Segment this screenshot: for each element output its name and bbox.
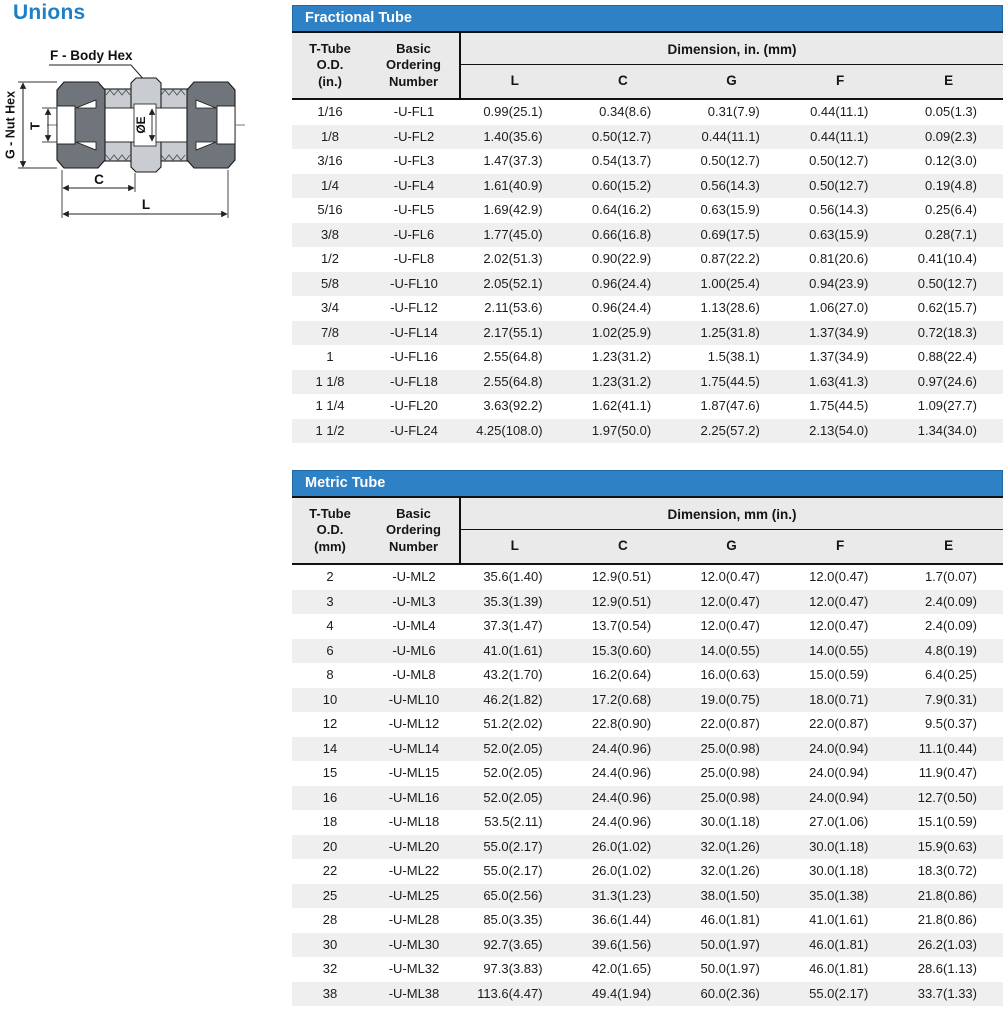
table-row [292, 639, 1003, 664]
dimension-cell: 2.02(51.3) [483, 251, 543, 266]
tube-od-cell: 3/8 [320, 226, 340, 242]
tube-od-cell: 12 [322, 716, 338, 731]
dimension-cell: 0.50(12.7) [917, 275, 977, 291]
ordering-number-cell: -U-FL8 [393, 251, 435, 266]
dimension-cell: 33.7(1.33) [917, 985, 977, 1001]
table-row [292, 99, 1003, 125]
dim-col-header-l: L [460, 530, 569, 565]
table-row [292, 321, 1003, 346]
dimension-cell: 0.99(25.1) [483, 104, 543, 119]
table-row [292, 198, 1003, 223]
table-row [292, 296, 1003, 321]
dimension-cell: 21.8(0.86) [917, 912, 977, 927]
dim-col-header-f: F [786, 530, 895, 565]
table-row [292, 590, 1003, 615]
dimension-cell: 22.8(0.90) [591, 716, 652, 731]
dimension-cell: 0.97(24.6) [917, 373, 977, 389]
tube-od-cell: 14 [322, 740, 338, 756]
dimension-cell: 0.60(15.2) [591, 177, 652, 193]
table-title-bar [292, 470, 1003, 496]
ordering-number-cell: -U-ML38 [388, 985, 440, 1001]
tube-od-cell: 1 1/4 [315, 398, 345, 413]
table-title: Metric Tube [305, 475, 386, 491]
dimension-cell: 0.63(15.9) [700, 202, 760, 217]
dimension-cell: 14.0(0.55) [700, 642, 760, 658]
dimension-cell: 50.0(1.97) [700, 961, 760, 976]
dimension-cell: 92.7(3.65) [483, 936, 543, 952]
dimension-cell: 31.3(1.23) [591, 887, 652, 903]
dimension-cell: 37.3(1.47) [483, 618, 543, 633]
dimension-cell: 42.0(1.65) [591, 961, 652, 976]
table-row [292, 247, 1003, 272]
dimension-cell: 0.64(16.2) [591, 202, 652, 217]
tube-od-cell: 1 [326, 349, 334, 364]
union-fitting-diagram [3, 42, 271, 242]
dimension-cell: 35.3(1.39) [483, 593, 543, 609]
dimension-cell: 24.0(0.94) [809, 789, 869, 805]
dimension-cell: 0.50(12.7) [809, 177, 869, 193]
dimension-cell: 32.0(1.26) [700, 838, 760, 854]
dimension-cell: 24.0(0.94) [809, 740, 869, 756]
dimension-cell: 0.25(6.4) [924, 202, 977, 217]
dimension-cell: 12.0(0.47) [700, 593, 760, 609]
tube-od-cell: 5/16 [317, 202, 343, 217]
table-row [292, 564, 1003, 590]
dimension-cell: 1.77(45.0) [483, 226, 543, 242]
dimension-cell: 26.0(1.02) [591, 863, 652, 878]
dimension-cell: 9.5(0.37) [924, 716, 977, 731]
dimension-cell: 1.63(41.3) [809, 373, 869, 389]
dimension-cell: 16.0(0.63) [700, 667, 760, 682]
table-row [292, 908, 1003, 933]
tube-od-cell: 1 1/8 [315, 373, 345, 389]
dimension-cell: 49.4(1.94) [591, 985, 652, 1001]
dimension-cell: 46.0(1.81) [809, 961, 869, 976]
dimension-cell: 2.25(57.2) [700, 422, 760, 438]
dimension-cell: 30.0(1.18) [809, 838, 869, 854]
diagram-label-nut-hex: G - Nut Hex [3, 90, 18, 160]
table-row [292, 884, 1003, 909]
tube-od-cell: 6 [326, 642, 334, 658]
ordering-number-cell: -U-ML25 [388, 887, 440, 903]
dimension-cell: 11.9(0.47) [918, 765, 977, 780]
tube-od-cell: 8 [326, 667, 334, 682]
dimension-cell: 0.50(12.7) [591, 128, 652, 144]
dimension-cell: 38.0(1.50) [700, 887, 760, 903]
ordering-number-cell: -U-ML30 [388, 936, 440, 952]
col-header-dimension: Dimension, in. (mm) [460, 32, 1003, 65]
tube-od-cell: 3 [326, 593, 334, 609]
dimension-cell: 12.0(0.47) [809, 593, 869, 609]
diagram-label-c: C [94, 172, 104, 187]
ordering-number-cell: -U-ML8 [392, 667, 436, 682]
ordering-number-cell: -U-ML18 [388, 814, 440, 829]
tube-od-cell: 25 [322, 887, 338, 903]
table-row [292, 149, 1003, 174]
dimension-cell: 0.54(13.7) [591, 153, 652, 168]
tube-od-cell: 7/8 [320, 324, 340, 340]
ordering-number-cell: -U-FL10 [390, 275, 438, 291]
dimension-cell: 2.05(52.1) [483, 275, 543, 291]
ordering-number-cell: -U-ML28 [388, 912, 440, 927]
dimension-cell: 1.37(34.9) [809, 349, 869, 364]
table-row [292, 859, 1003, 884]
dimension-cell: 1.75(44.5) [809, 398, 869, 413]
dimension-cell: 1.87(47.6) [700, 398, 760, 413]
table-row [292, 125, 1003, 150]
dimension-cell: 0.90(22.9) [591, 251, 652, 266]
dimension-cell: 2.11(53.6) [484, 300, 543, 315]
page-title: Unions [13, 1, 86, 24]
tube-od-cell: 4 [326, 618, 334, 633]
dim-col-header-e: E [894, 530, 1003, 565]
dimension-cell: 65.0(2.56) [483, 887, 543, 903]
dimension-cell: 15.3(0.60) [591, 642, 652, 658]
dimension-cell: 0.50(12.7) [809, 153, 869, 168]
dimension-cell: 1.61(40.9) [483, 177, 543, 193]
dimension-cell: 24.0(0.94) [809, 765, 869, 780]
table-row [292, 933, 1003, 958]
dimension-cell: 22.0(0.87) [809, 716, 869, 731]
dimension-cell: 0.41(10.4) [917, 251, 977, 266]
dimension-cell: 46.0(1.81) [809, 936, 869, 952]
dimension-cell: 14.0(0.55) [809, 642, 869, 658]
table-row [292, 835, 1003, 860]
dimension-cell: 1.25(31.8) [700, 324, 760, 340]
dimension-cell: 1.02(25.9) [591, 324, 652, 340]
table-row [292, 712, 1003, 737]
dimension-cell: 0.44(11.1) [701, 128, 760, 144]
tube-od-cell: 1/8 [320, 128, 340, 144]
dimension-cell: 3.63(92.2) [483, 398, 543, 413]
ordering-number-cell: -U-FL20 [390, 398, 438, 413]
ordering-number-cell: -U-FL3 [393, 153, 435, 168]
dimension-cell: 55.0(2.17) [483, 863, 543, 878]
table-title-bar [292, 5, 1003, 31]
dimension-cell: 1.00(25.4) [700, 275, 760, 291]
table-row [292, 272, 1003, 297]
tube-od-cell: 20 [322, 838, 338, 854]
dimension-cell: 24.4(0.96) [591, 740, 652, 756]
dimension-cell: 0.09(2.3) [924, 128, 977, 144]
dimension-cell: 55.0(2.17) [809, 985, 869, 1001]
dimension-cell: 51.2(2.02) [483, 716, 543, 731]
ordering-number-cell: -U-FL12 [390, 300, 438, 315]
ordering-number-cell: -U-ML15 [388, 765, 440, 780]
ordering-number-cell: -U-ML20 [388, 838, 440, 854]
dimension-cell: 4.25(108.0) [476, 422, 543, 438]
dimension-cell: 18.0(0.71) [809, 691, 869, 707]
metric-tube-table [292, 496, 1003, 1006]
dimension-cell: 1.23(31.2) [591, 349, 652, 364]
dimension-cell: 0.19(4.8) [924, 177, 977, 193]
dimension-cell: 26.0(1.02) [591, 838, 652, 854]
tube-od-cell: 15 [322, 765, 338, 780]
dimension-cell: 24.4(0.96) [591, 765, 652, 780]
dimension-cell: 1.09(27.7) [917, 398, 977, 413]
dimension-cell: 15.1(0.59) [917, 814, 977, 829]
tube-od-cell: 32 [322, 961, 338, 976]
dimension-cell: 46.0(1.81) [700, 912, 760, 927]
dimension-cell: 1.69(42.9) [483, 202, 543, 217]
col-header-ordering-number: Basic Ordering Number [368, 32, 460, 99]
dimension-cell: 0.56(14.3) [700, 177, 760, 193]
dimension-cell: 1.06(27.0) [809, 300, 869, 315]
dimension-cell: 2.4(0.09) [924, 593, 977, 609]
dimension-cell: 32.0(1.26) [700, 863, 760, 878]
dimension-cell: 52.0(2.05) [483, 789, 543, 805]
ordering-number-cell: -U-ML6 [392, 642, 436, 658]
dimension-cell: 21.8(0.86) [917, 887, 977, 903]
dimension-cell: 12.0(0.47) [700, 618, 760, 633]
table-row [292, 810, 1003, 835]
dimension-cell: 1.47(37.3) [483, 153, 543, 168]
fractional-tube-table [292, 31, 1003, 443]
dimension-cell: 25.0(0.98) [700, 765, 760, 780]
dimension-cell: 30.0(1.18) [700, 814, 760, 829]
dimension-cell: 26.2(1.03) [917, 936, 977, 952]
table-row [292, 663, 1003, 688]
tables-column [292, 5, 1003, 1006]
dimension-cell: 4.8(0.19) [924, 642, 977, 658]
table-row [292, 786, 1003, 811]
dimension-cell: 12.9(0.51) [591, 569, 652, 584]
dimension-cell: 11.1(0.44) [918, 740, 977, 756]
dimension-cell: 12.9(0.51) [591, 593, 652, 609]
ordering-number-cell: -U-ML10 [388, 691, 440, 707]
dimension-cell: 24.4(0.96) [591, 789, 652, 805]
dimension-cell: 1.34(34.0) [917, 422, 977, 438]
tube-od-cell: 3/16 [317, 153, 343, 168]
dimension-cell: 0.87(22.2) [700, 251, 760, 266]
table-row [292, 419, 1003, 444]
col-header-tube-od: T-Tube O.D. (mm) [292, 497, 368, 564]
ordering-number-cell: -U-ML32 [388, 961, 440, 976]
dimension-cell: 0.31(7.9) [707, 104, 760, 119]
dim-col-header-g: G [677, 530, 786, 565]
table-row [292, 737, 1003, 762]
dim-col-header-f: F [786, 65, 895, 100]
metric-tube-section [292, 470, 1003, 1006]
tube-od-cell: 1/2 [320, 251, 340, 266]
dimension-cell: 13.7(0.54) [591, 618, 652, 633]
dimension-cell: 2.17(55.1) [483, 324, 543, 340]
dimension-cell: 41.0(1.61) [483, 642, 543, 658]
table-row [292, 174, 1003, 199]
ordering-number-cell: -U-ML3 [392, 593, 436, 609]
ordering-number-cell: -U-ML22 [388, 863, 440, 878]
dimension-cell: 12.0(0.47) [809, 569, 869, 584]
tube-od-cell: 28 [322, 912, 338, 927]
dimension-cell: 1.7(0.07) [924, 569, 977, 584]
table-body [292, 99, 1003, 443]
dimension-cell: 16.2(0.64) [591, 667, 652, 682]
table-body [292, 564, 1003, 1006]
dimension-cell: 97.3(3.83) [483, 961, 543, 976]
fractional-tube-section [292, 5, 1003, 443]
table-row [292, 370, 1003, 395]
table-row [292, 957, 1003, 982]
dimension-cell: 36.6(1.44) [591, 912, 652, 927]
ordering-number-cell: -U-FL14 [390, 324, 438, 340]
dimension-cell: 60.0(2.36) [700, 985, 760, 1001]
dimension-cell: 12.0(0.47) [809, 618, 869, 633]
dimension-cell: 6.4(0.25) [924, 667, 977, 682]
dimension-cell: 0.81(20.6) [809, 251, 869, 266]
dimension-cell: 12.0(0.47) [700, 569, 760, 584]
dimension-cell: 27.0(1.06) [809, 814, 869, 829]
table-row [292, 223, 1003, 248]
dimension-cell: 53.5(2.11) [484, 814, 543, 829]
tube-od-cell: 30 [322, 936, 338, 952]
dimension-cell: 0.94(23.9) [809, 275, 869, 291]
dimension-cell: 0.05(1.3) [924, 104, 977, 119]
tube-od-cell: 1 1/2 [315, 422, 345, 438]
dimension-cell: 2.55(64.8) [483, 373, 543, 389]
dimension-cell: 0.69(17.5) [700, 226, 760, 242]
dimension-cell: 41.0(1.61) [809, 912, 869, 927]
dimension-cell: 24.4(0.96) [591, 814, 652, 829]
dimension-cell: 0.50(12.7) [700, 153, 760, 168]
dimension-cell: 1.40(35.6) [483, 128, 543, 144]
dimension-cell: 22.0(0.87) [700, 716, 760, 731]
ordering-number-cell: -U-FL1 [393, 104, 435, 119]
dimension-cell: 25.0(0.98) [700, 789, 760, 805]
dim-col-header-c: C [569, 65, 678, 100]
dimension-cell: 2.13(54.0) [809, 422, 869, 438]
dimension-cell: 1.5(38.1) [707, 349, 760, 364]
ordering-number-cell: -U-FL6 [393, 226, 435, 242]
diagram-label-bore-diameter: ØE [134, 116, 149, 134]
dimension-cell: 28.6(1.13) [917, 961, 977, 976]
diagram-label-l: L [141, 197, 151, 212]
dim-col-header-g: G [677, 65, 786, 100]
dimension-cell: 12.7(0.50) [917, 789, 977, 805]
dimension-cell: 19.0(0.75) [700, 691, 760, 707]
tube-od-cell: 5/8 [320, 275, 340, 291]
ordering-number-cell: -U-ML14 [388, 740, 440, 756]
dimension-cell: 85.0(3.35) [483, 912, 543, 927]
col-header-tube-od: T-Tube O.D. (in.) [292, 32, 368, 99]
dimension-cell: 2.55(64.8) [483, 349, 543, 364]
dimension-cell: 52.0(2.05) [483, 740, 543, 756]
dimension-cell: 50.0(1.97) [700, 936, 760, 952]
ordering-number-cell: -U-FL5 [393, 202, 435, 217]
dimension-cell: 35.0(1.38) [809, 887, 869, 903]
dimension-cell: 35.6(1.40) [483, 569, 543, 584]
dimension-cell: 0.96(24.4) [591, 300, 652, 315]
ordering-number-cell: -U-FL4 [393, 177, 435, 193]
diagram-label-t: T [27, 122, 43, 130]
dimension-cell: 15.9(0.63) [917, 838, 977, 854]
dimension-cell: 1.97(50.0) [591, 422, 652, 438]
tube-od-cell: 2 [326, 569, 334, 584]
dimension-cell: 46.2(1.82) [483, 691, 543, 707]
dimension-cell: 1.37(34.9) [809, 324, 869, 340]
dimension-cell: 43.2(1.70) [483, 667, 543, 682]
dimension-cell: 1.75(44.5) [700, 373, 760, 389]
tube-od-cell: 22 [322, 863, 338, 878]
dimension-cell: 15.0(0.59) [809, 667, 869, 682]
dimension-cell: 0.72(18.3) [917, 324, 977, 340]
dimension-cell: 2.4(0.09) [924, 618, 977, 633]
dimension-cell: 0.34(8.6) [599, 104, 652, 119]
ordering-number-cell: -U-FL2 [393, 128, 435, 144]
table-title: Fractional Tube [305, 10, 412, 26]
dimension-cell: 7.9(0.31) [924, 691, 977, 707]
diagram-label-body-hex: F - Body Hex [50, 48, 133, 63]
col-header-dimension: Dimension, mm (in.) [460, 497, 1003, 530]
dimension-cell: 30.0(1.18) [809, 863, 869, 878]
dimension-cell: 17.2(0.68) [591, 691, 652, 707]
dimension-cell: 39.6(1.56) [591, 936, 652, 952]
dimension-cell: 1.62(41.1) [591, 398, 652, 413]
dimension-cell: 0.63(15.9) [809, 226, 869, 242]
dim-col-header-c: C [569, 530, 678, 565]
ordering-number-cell: -U-FL16 [390, 349, 438, 364]
col-header-ordering-number: Basic Ordering Number [368, 497, 460, 564]
tube-od-cell: 18 [322, 814, 338, 829]
tube-od-cell: 1/16 [317, 104, 343, 119]
dim-col-header-e: E [894, 65, 1003, 100]
tube-od-cell: 38 [322, 985, 338, 1001]
dimension-cell: 0.88(22.4) [917, 349, 977, 364]
dimension-cell: 0.96(24.4) [591, 275, 652, 291]
tube-od-cell: 10 [322, 691, 338, 707]
dimension-cell: 0.44(11.1) [810, 128, 869, 144]
table-row [292, 614, 1003, 639]
table-row [292, 394, 1003, 419]
dimension-cell: 0.66(16.8) [591, 226, 652, 242]
ordering-number-cell: -U-FL24 [390, 422, 438, 438]
dimension-cell: 113.6(4.47) [477, 985, 543, 1001]
table-row [292, 345, 1003, 370]
tube-od-cell: 1/4 [320, 177, 340, 193]
ordering-number-cell: -U-ML4 [392, 618, 436, 633]
dimension-cell: 0.28(7.1) [924, 226, 977, 242]
table-row [292, 982, 1003, 1007]
dimension-cell: 55.0(2.17) [483, 838, 543, 854]
dimension-cell: 52.0(2.05) [483, 765, 543, 780]
table-row [292, 761, 1003, 786]
dimension-cell: 18.3(0.72) [917, 863, 977, 878]
ordering-number-cell: -U-ML2 [392, 569, 436, 584]
tube-od-cell: 16 [322, 789, 338, 805]
table-row [292, 688, 1003, 713]
dimension-cell: 0.56(14.3) [809, 202, 869, 217]
dimension-cell: 0.44(11.1) [810, 104, 869, 119]
dimension-cell: 25.0(0.98) [700, 740, 760, 756]
ordering-number-cell: -U-FL18 [390, 373, 438, 389]
ordering-number-cell: -U-ML12 [388, 716, 440, 731]
tube-od-cell: 3/4 [320, 300, 340, 315]
dim-col-header-l: L [460, 65, 569, 100]
ordering-number-cell: -U-ML16 [388, 789, 440, 805]
dimension-cell: 0.12(3.0) [924, 153, 977, 168]
dimension-cell: 0.62(15.7) [917, 300, 977, 315]
dimension-cell: 1.23(31.2) [591, 373, 652, 389]
dimension-cell: 1.13(28.6) [700, 300, 760, 315]
